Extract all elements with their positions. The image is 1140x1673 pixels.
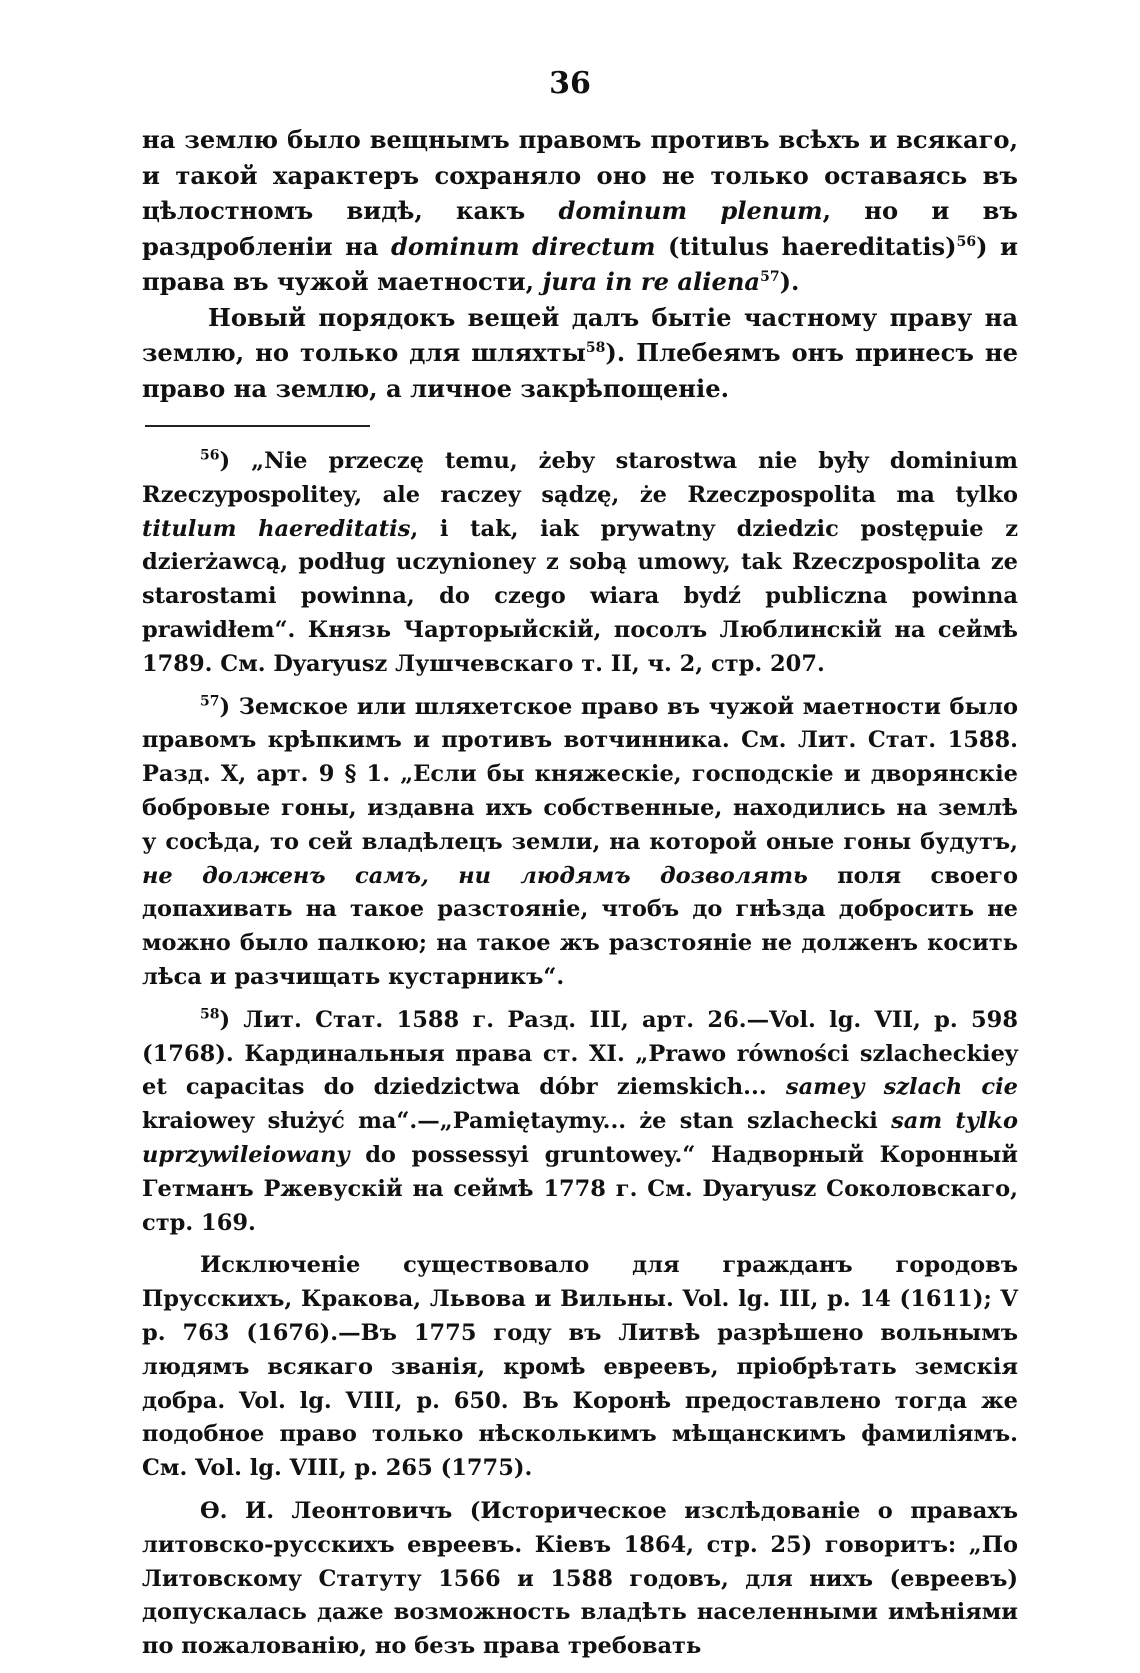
footnote-58 bbox=[142, 1004, 1018, 1241]
text-run: поля своего допахивать на такое разстояніе, чтобъ до гнѣзда добросить не можно было палкою; на такое жъ разстояніе не долженъ косить лѣса и разчищать кустарникъ“. bbox=[142, 862, 1018, 990]
footnote-58-continued-leontovich: Ѳ. И. Леонтовичъ (Историческое изслѣдованіе о правахъ литовско-русскихъ евреевъ. Кіевъ 1864, стр. 25) говоритъ: „По Литовскому Статуту 1566 и 1588 годовъ, для нихъ (евреевъ) допускалась даже возможность владѣть населенными имѣніями по пожалованію, но безъ права требовать bbox=[142, 1497, 1018, 1660]
text-run: ). bbox=[779, 267, 800, 296]
italic-run: sam tylko uprzywileiowany bbox=[142, 1108, 1019, 1168]
footnote-mark: 58 bbox=[200, 1006, 220, 1023]
footnotes bbox=[142, 445, 1018, 1673]
text-run: ) и права въ чужой маетности, bbox=[142, 231, 1019, 296]
text-run: kraiowey służyć ma“.—„Pamiętaymy... że stan szlachecki bbox=[142, 1108, 892, 1135]
page-number: 36 bbox=[549, 66, 591, 101]
italic-run: не долженъ самъ, ни людямъ дозволять bbox=[142, 862, 808, 889]
main-paragraph-1 bbox=[142, 122, 1018, 300]
text-run: ) „Nie przeczę temu, żeby starostwa nie były dominium Rzeczypospolitey, ale raczey sądzę, że Rzeczpospolita ma tylko bbox=[142, 448, 1018, 508]
text-run: (titulus haereditatis) bbox=[655, 231, 957, 261]
footnote-ref-56: 56 bbox=[956, 233, 977, 250]
footnote-ref-57: 57 bbox=[760, 268, 780, 285]
text-run: на землю было вещнымъ правомъ противъ всѣхъ и всякаго, и такой характеръ сохраняло оно не только оставаясь въ цѣлостномъ видѣ, какъ bbox=[142, 125, 1018, 225]
footnote-56 bbox=[142, 445, 1018, 682]
text-run: ) Земское или шляхетское право въ чужой маетности было правомъ крѣпкимъ и противъ вотчинника. См. Лит. Стат. 1588. Разд. X, арт. 9 § 1. „Если бы княжескіе, господскіе и дворянскіе бобровые гоны, издавна ихъ собственные, находились на землѣ у сосѣда, то сей владѣлецъ земли, на которой оные гоны будутъ, bbox=[142, 693, 1018, 855]
text-run: ). Плебеямъ онъ принесъ не право на землю, а личное закрѣпощеніе. bbox=[142, 338, 1018, 403]
text-run: ) Лит. Стат. 1588 г. Разд. III, арт. 26.—Vol. lg. VII, p. 598 (1768). Кардинальныя права ст. XI. „Prawo równości szlacheckiey et capacitas do dziedzictwa dóbr ziemskich... bbox=[142, 1006, 1018, 1101]
italic-run: samey szlach cie bbox=[785, 1074, 1018, 1101]
footnote-58-continued-exceptions: Исключеніе существовало для гражданъ городовъ Прусскихъ, Кракова, Львова и Вильны. Vol. lg. III, p. 14 (1611); V p. 763 (1676).—Въ 1775 году въ Литвѣ разрѣшено вольнымъ людямъ всякаго званія, кромѣ евреевъ, пріобрѣтать земскія добра. Vol. lg. VIII, p. 650. Въ Коронѣ предоставлено тогда же подобное право только нѣсколькимъ мѣщанскимъ фамиліямъ. См. Vol. lg. VIII, p. 265 (1775). bbox=[142, 1252, 1018, 1482]
footnote-ref-58: 58 bbox=[585, 339, 606, 356]
italic-run: jura in re aliena bbox=[542, 267, 761, 296]
text-run: , i tak, iak prywatny dziedzic postępuie z dzierżawcą, podług uczynioney z sobą umowy, tak Rzeczpospolita ze starostami powinna, do czego wiara bydź publiczna powinna prawidłem“. Князь Чарторыйскій, посолъ Люблинскій на сеймѣ 1789. См. Dyaryusz Лушчевскаго т. II, ч. 2, стр. 207. bbox=[142, 515, 1018, 677]
footnote-mark: 56 bbox=[200, 447, 220, 464]
footnote-divider bbox=[145, 425, 370, 427]
italic-run: titulum haereditatis bbox=[142, 515, 411, 542]
main-text bbox=[142, 122, 1018, 406]
footnote-57 bbox=[142, 691, 1018, 995]
italic-run: dominum directum bbox=[391, 231, 656, 261]
text-run: , но и въ раздробленіи на bbox=[142, 196, 1018, 261]
text-run: Новый порядокъ вещей далъ бытіе частному праву на землю, но только для шляхты bbox=[142, 302, 1018, 367]
text-run: do possessyi gruntowey.“ Надворный Коронный Гетманъ Ржевускій на сеймѣ 1778 г. См. Dyaryusz Соколовскаго, стр. 169. bbox=[142, 1141, 1018, 1236]
footnote-mark: 57 bbox=[200, 693, 220, 710]
italic-run: dominum plenum bbox=[558, 196, 823, 225]
main-paragraph-2 bbox=[142, 300, 1018, 407]
